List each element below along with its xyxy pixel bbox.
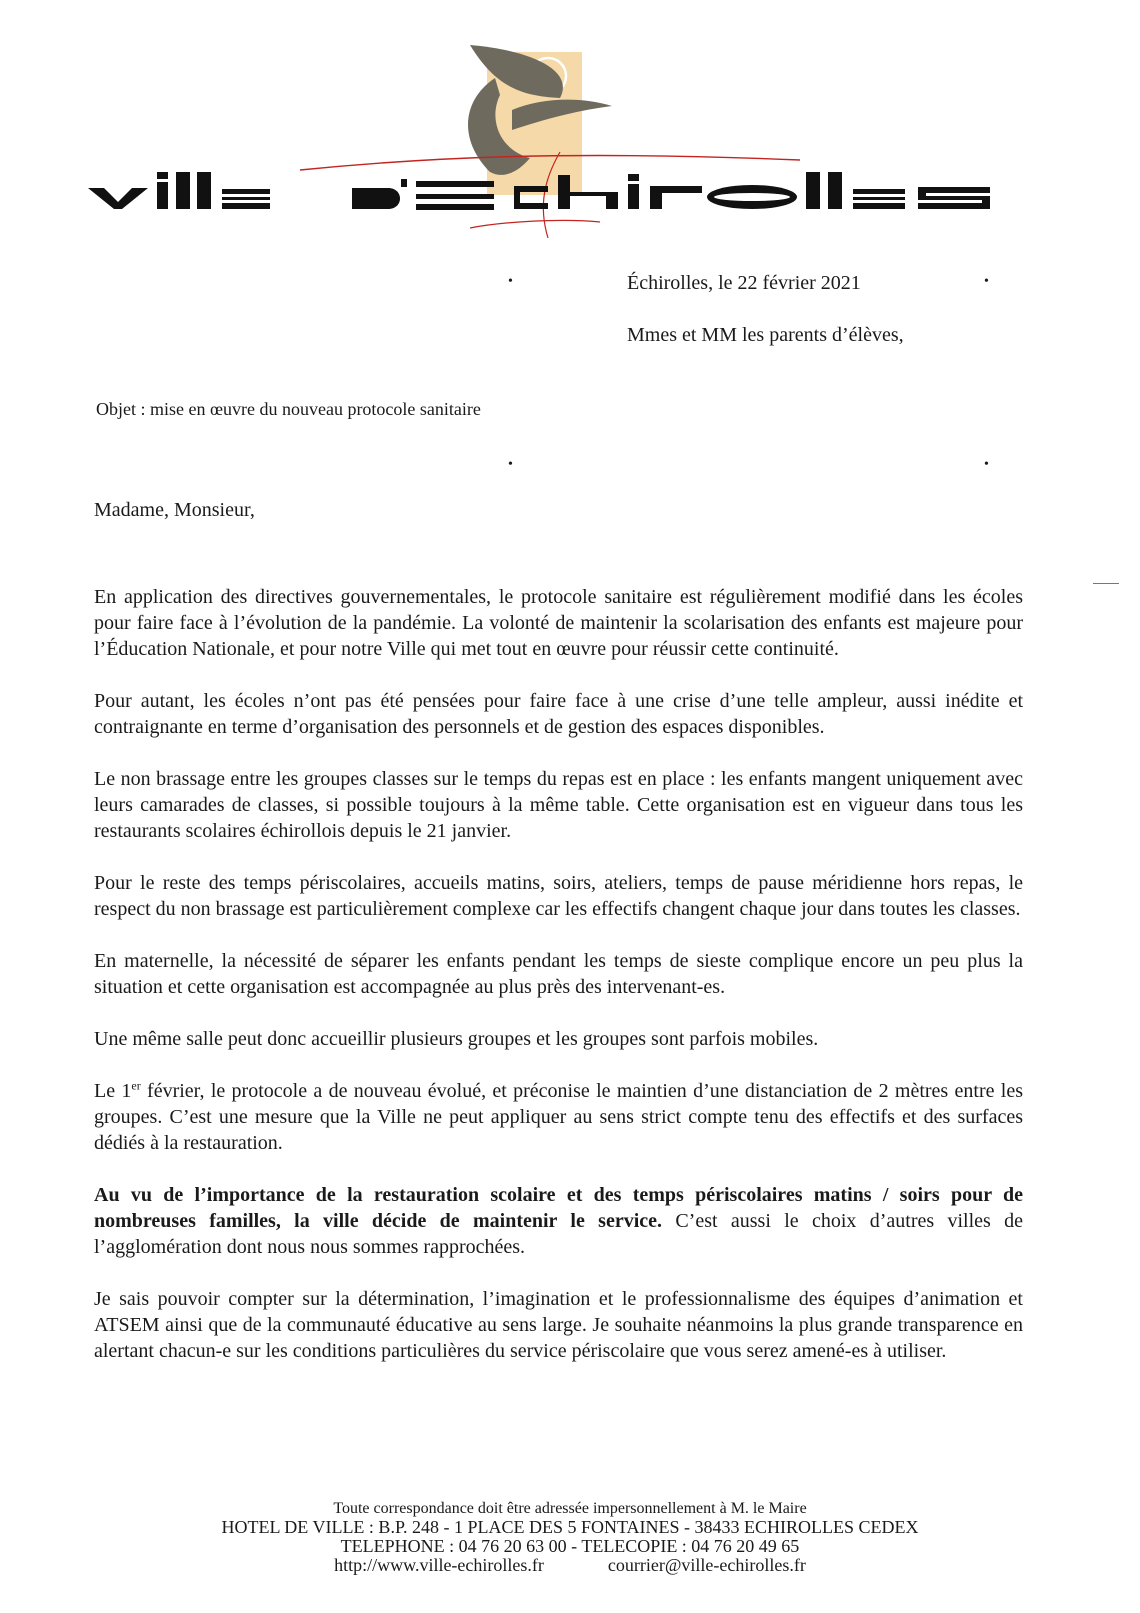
- scan-dot: •: [508, 274, 513, 289]
- footer-email[interactable]: courrier@ville-echirolles.fr: [607, 1555, 806, 1575]
- decision-bold-text: Au vu de l’importance de la restauration scolaire et des temps périscolaires matins / soirs pour de nombreuses familles, la ville décide de maintenir le service.: [94, 1184, 1023, 1232]
- scan-dot: •: [984, 274, 989, 289]
- letter-salutation: Madame, Monsieur,: [94, 499, 255, 521]
- letter-subject: Objet : mise en œuvre du nouveau protocole sanitaire: [96, 399, 481, 419]
- letter-recipient: Mmes et MM les parents d’élèves,: [627, 324, 904, 346]
- body-paragraph: En maternelle, la nécessité de séparer les enfants pendant les temps de sieste complique encore un peu plus la situation et cette organisation est accompagnée au plus près des intervenant-es.: [94, 950, 1023, 998]
- body-paragraph-february: Le 1er février, le protocole a de nouveau évolué, et préconise le maintien d’une distanciation de 2 mètres entre les groupes. C’est une mesure que la Ville ne peut appliquer au sens strict compte tenu des effectifs et des surfaces dédiés à la restauration.: [94, 1078, 1024, 1154]
- logo-emblem: [300, 45, 800, 238]
- letter-date: Échirolles, le 22 février 2021: [627, 272, 861, 294]
- scan-dot: •: [984, 457, 989, 472]
- body-paragraph: En application des directives gouvernementales, le protocole sanitaire est régulièrement modifié dans les écoles pour faire face à l’évolution de la pandémie. La volonté de maintenir la scolarisation des enfants est majeure pour l’Éducation Nationale, et pour notre Ville qui met tout en œuvre pour réussir cette continuité.: [94, 586, 1023, 660]
- footer-address: HOTEL DE VILLE : B.P. 248 - 1 PLACE DES 5 FONTAINES - 38433 ECHIROLLES CEDEX: [221, 1517, 919, 1537]
- body-paragraph: Je sais pouvoir compter sur la détermination, l’imagination et le professionnalisme des équipes d’animation et ATSEM ainsi que de la communauté éducative au sens large. Je souhaite néanmoins la plus grande transparence en alertant chacun-e sur les conditions particulières du service périscolaire que vous serez amené-es à utiliser.: [94, 1288, 1023, 1362]
- letter-body: [94, 584, 1023, 1390]
- letter-footer: [0, 1499, 1140, 1575]
- footer-website[interactable]: http://www.ville-echirolles.fr: [334, 1555, 544, 1575]
- footer-note: Toute correspondance doit être adressée impersonnellement à M. le Maire: [333, 1500, 807, 1517]
- body-paragraph-decision: Au vu de l’importance de la restauration scolaire et des temps périscolaires matins / soirs pour de nombreuses familles, la ville décide de maintenir le service. C’est aussi le choix d’autres villes de l’agglomération dont nous nous sommes rapprochées.: [94, 1184, 1023, 1258]
- body-paragraph: Une même salle peut donc accueillir plusieurs groupes et les groupes sont parfois mobiles.: [94, 1028, 819, 1050]
- footer-phone: TELEPHONE : 04 76 20 63 00 - TELECOPIE : 04 76 20 49 65: [340, 1536, 800, 1556]
- scan-dot: •: [508, 457, 513, 472]
- body-paragraph: Pour autant, les écoles n’ont pas été pensées pour faire face à une crise d’une telle ampleur, aussi inédite et contraignante en terme d’organisation des personnels et de gestion des espaces disponibles.: [94, 690, 1023, 738]
- body-paragraph: Pour le reste des temps périscolaires, accueils matins, soirs, ateliers, temps de pause méridienne hors repas, le respect du non brassage est particulièrement complexe car les effectifs changent chaque jour dans toutes les classes.: [94, 872, 1023, 920]
- margin-mark: [1093, 583, 1119, 584]
- body-paragraph: Le non brassage entre les groupes classes sur le temps du repas est en place : les enfants mangent uniquement avec leurs camarades de classes, si possible toujours à la même table. Cette organisation est en vigueur dans tous les restaurants scolaires échirollois depuis le 21 janvier.: [94, 768, 1023, 842]
- ville-echirolles-logo: [0, 0, 1140, 260]
